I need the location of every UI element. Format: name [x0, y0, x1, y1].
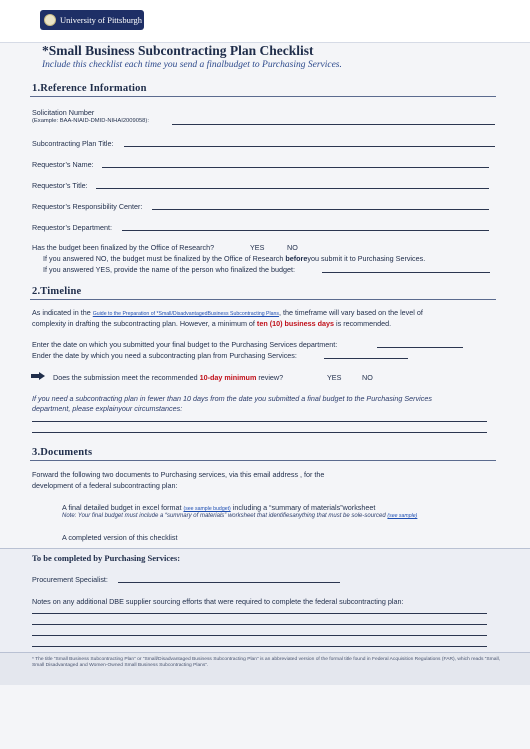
section-divider — [30, 96, 496, 97]
procurement-specialist-label: Procurement Specialist: — [32, 575, 108, 584]
submit-date-label: Enter the date on which you submitted your final budget to the Purchasing Services department: — [32, 340, 338, 349]
responsibility-center-field[interactable] — [152, 209, 489, 210]
plan-title-field[interactable] — [124, 146, 495, 147]
page-title: *Small Business Subcontracting Plan Checklist — [42, 43, 314, 58]
submit-date-field[interactable] — [377, 347, 463, 348]
forward-instruction-line2: development of a federal subcontracting plan: — [32, 481, 178, 490]
explanation-line[interactable] — [32, 432, 487, 433]
purchasing-heading: To be completed by Purchasing Services: — [32, 553, 181, 563]
logo-text: University of Pittsburgh — [60, 15, 143, 25]
solicitation-label: Solicitation Number — [32, 108, 95, 117]
department-label: Requestor’s Department: — [32, 223, 113, 232]
header — [0, 0, 530, 43]
if-yes-instruction: If you answered YES, provide the name of the person who finalized the budget: — [43, 265, 295, 274]
fewer-days-instruction-line2: department, please explainyour circumstances: — [32, 404, 183, 413]
right-arrow-icon — [31, 372, 45, 380]
recommended-yes-option[interactable]: YES — [327, 373, 342, 382]
document-item-budget: A final detailed budget in excel format (see sample budget) including a “summary of materials”worksheet — [62, 503, 376, 512]
document-item-budget-note: Note: Your final budget must include a “summary of materials” worksheet that identifiesanything that must be sole-sourced (see sample) — [62, 513, 418, 519]
dbe-notes-line[interactable] — [32, 646, 487, 647]
finalizer-name-field[interactable] — [322, 272, 490, 273]
university-logo — [40, 10, 144, 30]
solicitation-field[interactable] — [172, 124, 495, 125]
recommended-no-option[interactable]: NO — [362, 373, 373, 382]
section-divider — [30, 460, 496, 461]
finalized-question: Has the budget been finalized by the Office of Research? — [32, 243, 215, 252]
title-footnote: * The title “Small Business Subcontracting Plan” or “Small/Disadvantaged Business Subcontracting Plan” is an abbreviated version of the formal title found in Federal Acquisition Regulations (FAR), which reads “Small, Small Disadvantaged and Women-Owned Small Business Subcontracting Plans”. — [32, 657, 501, 669]
finalized-no-option[interactable]: NO — [287, 243, 298, 252]
university-seal-icon — [44, 14, 56, 26]
procurement-specialist-field[interactable] — [118, 582, 340, 583]
timeline-intro-line1: As indicated in the Guide to the Preparation of *Small/DisadvantagedBusiness Subcontracting Plans, the timeframe will vary based on the level of — [32, 308, 423, 317]
timeline-intro-line2: complexity in drafting the subcontracting plan. However, a minimum of ten (10) business days is recommended. — [32, 319, 392, 328]
finalized-yes-option[interactable]: YES — [250, 243, 265, 252]
dbe-notes-line[interactable] — [32, 635, 487, 636]
department-field[interactable] — [122, 230, 489, 231]
solicitation-example: (Example: BAA-NIAID-DMID-NIHAI2009058): — [32, 118, 149, 124]
explanation-line[interactable] — [32, 421, 487, 422]
requestor-name-field[interactable] — [102, 167, 489, 168]
requestor-title-field[interactable] — [96, 188, 489, 189]
recommended-question: Does the submission meet the recommended 10-day minimum review? — [53, 373, 284, 382]
forward-instruction-line1: Forward the following two documents to Purchasing services, via this email address , for the — [32, 470, 325, 479]
dbe-notes-line[interactable] — [32, 613, 487, 614]
guide-link[interactable]: Guide to the Preparation of *Small/DisadvantagedBusiness Subcontracting Plans — [92, 311, 280, 317]
requestor-title-label: Requestor’s Title: — [32, 181, 88, 190]
section-heading-documents: 3.Documents — [32, 447, 93, 458]
document-item-checklist: A completed version of this checklist — [62, 533, 178, 542]
need-date-label: Ender the date by which you need a subcontracting plan from Purchasing Services: — [32, 351, 297, 360]
dbe-notes-line[interactable] — [32, 624, 487, 625]
dbe-notes-label: Notes on any additional DBE supplier sourcing efforts that were required to complete the federal subcontracting plan: — [32, 597, 404, 606]
requestor-name-label: Requestor’s Name: — [32, 160, 94, 169]
responsibility-center-label: Requestor’s Responsibility Center: — [32, 202, 143, 211]
section-divider — [30, 299, 496, 300]
page-subtitle: Include this checklist each time you send a finalbudget to Purchasing Services. — [42, 60, 342, 70]
if-no-instruction: If you answered NO, the budget must be finalized by the Office of Research beforeyou submit it to Purchasing Services. — [43, 254, 426, 263]
section-heading-timeline: 2.Timeline — [32, 286, 82, 297]
plan-title-label: Subcontracting Plan Title: — [32, 139, 114, 148]
sample-link[interactable]: (see sample) — [387, 513, 418, 519]
fewer-days-instruction-line1: If you need a subcontracting plan in fewer than 10 days from the date you submitted a final budget to the Purchasing Services — [32, 394, 432, 403]
section-heading-reference: 1.Reference Information — [32, 83, 147, 94]
need-date-field[interactable] — [324, 358, 408, 359]
sample-budget-link[interactable]: (see sample budget) — [183, 506, 231, 512]
